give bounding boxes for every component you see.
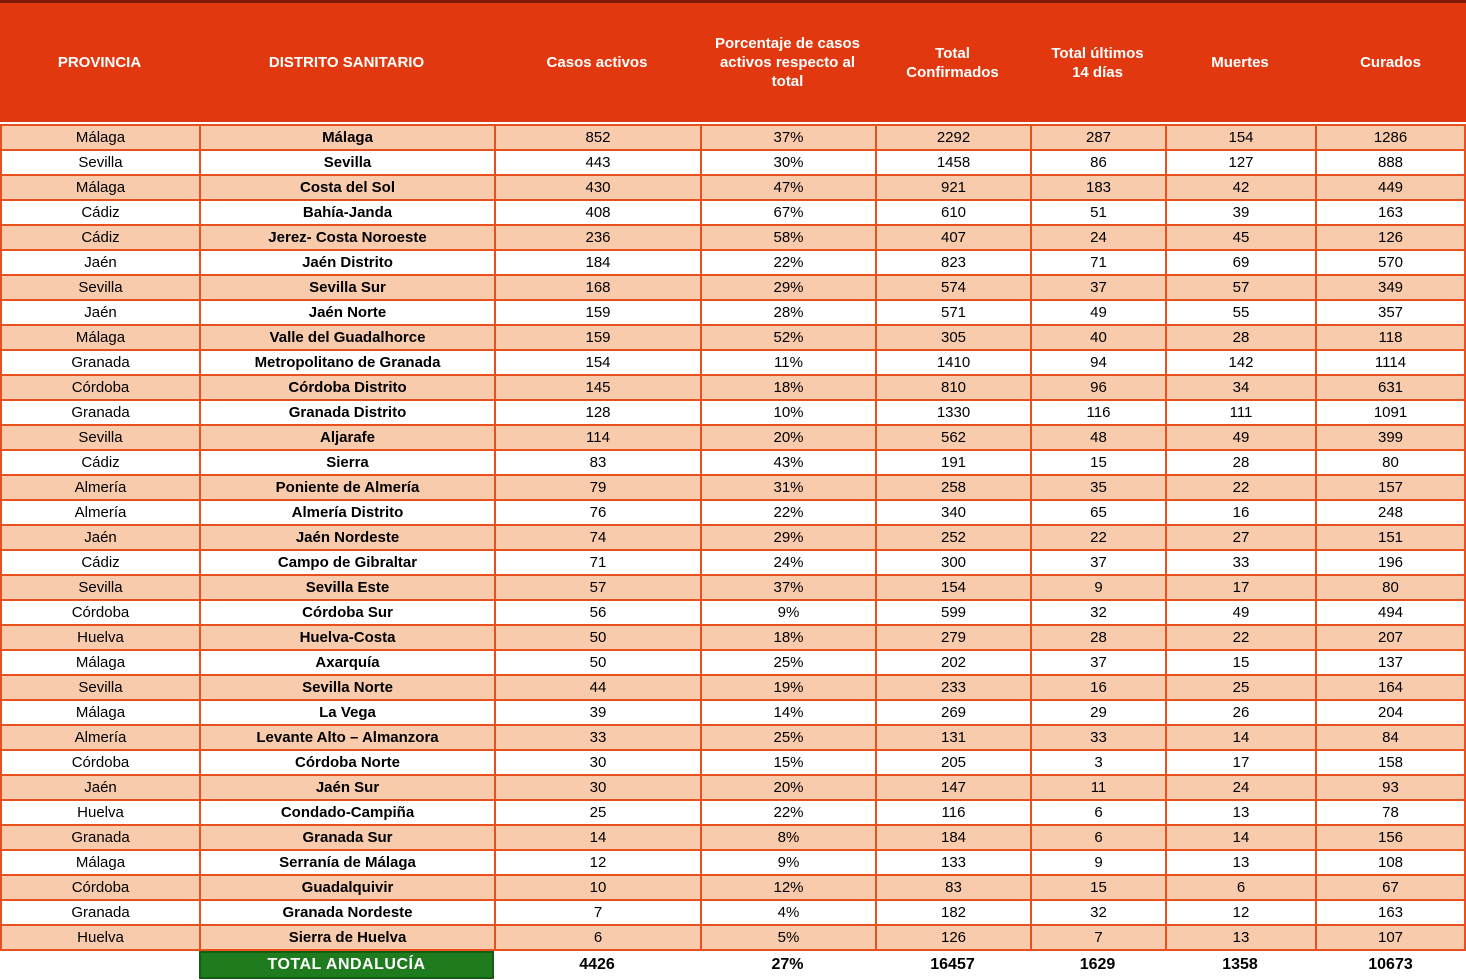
active-cases-cell: 76 <box>496 501 700 524</box>
total-label: TOTAL ANDALUCÍA <box>199 951 494 979</box>
deaths-cell: 33 <box>1167 551 1315 574</box>
active-cases-cell: 50 <box>496 626 700 649</box>
recovered-cell: 163 <box>1317 201 1464 224</box>
active-cases-cell: 128 <box>496 401 700 424</box>
province-cell: Almería <box>2 501 199 524</box>
province-cell: Granada <box>2 351 199 374</box>
active-cases-cell: 50 <box>496 651 700 674</box>
recovered-cell: 158 <box>1317 751 1464 774</box>
active-cases-cell: 25 <box>496 801 700 824</box>
total-confirmed-cell: 154 <box>877 576 1030 599</box>
province-cell: Cádiz <box>2 551 199 574</box>
col-header-total-confirmed: Total Confirmados <box>906 44 999 81</box>
total-active-cases-value: 4426 <box>579 956 615 973</box>
province-cell: Sevilla <box>2 151 199 174</box>
province-cell: Jaén <box>2 776 199 799</box>
province-cell: Córdoba <box>2 751 199 774</box>
last-14-days-cell: 37 <box>1032 276 1165 299</box>
active-pct-cell: 12% <box>702 876 875 899</box>
district-cell: Costa del Sol <box>201 176 494 199</box>
district-cell: Málaga <box>201 126 494 149</box>
recovered-cell: 570 <box>1317 251 1464 274</box>
district-cell: Jerez- Costa Noroeste <box>201 226 494 249</box>
deaths-cell: 26 <box>1167 701 1315 724</box>
deaths-cell: 69 <box>1167 251 1315 274</box>
district-cell: Sevilla <box>201 151 494 174</box>
last-14-days-cell: 24 <box>1032 226 1165 249</box>
col-header-active-pct: Porcentaje de casos activos respecto al total <box>714 35 861 90</box>
total-total-confirmed-value: 16457 <box>930 956 975 973</box>
active-pct-cell: 52% <box>702 326 875 349</box>
active-pct-cell: 10% <box>702 401 875 424</box>
active-pct-cell: 14% <box>702 701 875 724</box>
deaths-cell: 13 <box>1167 851 1315 874</box>
province-cell: Almería <box>2 726 199 749</box>
total-confirmed-cell: 147 <box>877 776 1030 799</box>
active-pct-cell: 43% <box>702 451 875 474</box>
total-confirmed-cell: 2292 <box>877 126 1030 149</box>
active-cases-cell: 12 <box>496 851 700 874</box>
active-cases-cell: 44 <box>496 676 700 699</box>
active-pct-cell: 15% <box>702 751 875 774</box>
total-confirmed-cell: 269 <box>877 701 1030 724</box>
last-14-days-cell: 16 <box>1032 676 1165 699</box>
total-confirmed-cell: 184 <box>877 826 1030 849</box>
district-cell: Granada Distrito <box>201 401 494 424</box>
total-confirmed-cell: 252 <box>877 526 1030 549</box>
active-pct-cell: 25% <box>702 651 875 674</box>
active-cases-cell: 430 <box>496 176 700 199</box>
last-14-days-cell: 9 <box>1032 576 1165 599</box>
province-cell: Sevilla <box>2 676 199 699</box>
recovered-cell: 248 <box>1317 501 1464 524</box>
total-active-pct-value: 27% <box>771 956 804 973</box>
total-confirmed-cell: 599 <box>877 601 1030 624</box>
deaths-cell: 24 <box>1167 776 1315 799</box>
recovered-cell: 84 <box>1317 726 1464 749</box>
last-14-days-cell: 32 <box>1032 901 1165 924</box>
recovered-cell: 449 <box>1317 176 1464 199</box>
province-cell: Jaén <box>2 251 199 274</box>
active-cases-cell: 14 <box>496 826 700 849</box>
district-cell: Granada Sur <box>201 826 494 849</box>
deaths-cell: 49 <box>1167 601 1315 624</box>
table-header-row <box>0 3 1466 122</box>
last-14-days-cell: 49 <box>1032 301 1165 324</box>
deaths-cell: 28 <box>1167 451 1315 474</box>
province-cell: Almería <box>2 476 199 499</box>
recovered-cell: 888 <box>1317 151 1464 174</box>
total-confirmed-cell: 300 <box>877 551 1030 574</box>
recovered-cell: 163 <box>1317 901 1464 924</box>
deaths-cell: 154 <box>1167 126 1315 149</box>
active-pct-cell: 67% <box>702 201 875 224</box>
active-pct-cell: 58% <box>702 226 875 249</box>
active-cases-cell: 74 <box>496 526 700 549</box>
province-cell: Jaén <box>2 526 199 549</box>
col-header-province: PROVINCIA <box>57 54 142 71</box>
last-14-days-cell: 9 <box>1032 851 1165 874</box>
active-pct-cell: 22% <box>702 251 875 274</box>
active-pct-cell: 30% <box>702 151 875 174</box>
district-cell: Serranía de Málaga <box>201 851 494 874</box>
province-cell: Jaén <box>2 301 199 324</box>
last-14-days-cell: 94 <box>1032 351 1165 374</box>
total-recovered-value: 10673 <box>1368 956 1413 973</box>
active-pct-cell: 29% <box>702 526 875 549</box>
total-confirmed-cell: 202 <box>877 651 1030 674</box>
province-cell: Málaga <box>2 851 199 874</box>
district-cell: Jaén Nordeste <box>201 526 494 549</box>
active-pct-cell: 47% <box>702 176 875 199</box>
recovered-cell: 151 <box>1317 526 1464 549</box>
district-cell: Jaén Norte <box>201 301 494 324</box>
district-cell: Córdoba Sur <box>201 601 494 624</box>
total-confirmed-cell: 610 <box>877 201 1030 224</box>
province-cell: Granada <box>2 901 199 924</box>
total-confirmed-cell: 571 <box>877 301 1030 324</box>
district-cell: Sierra de Huelva <box>201 926 494 949</box>
recovered-cell: 399 <box>1317 426 1464 449</box>
active-cases-cell: 852 <box>496 126 700 149</box>
active-cases-cell: 71 <box>496 551 700 574</box>
province-cell: Cádiz <box>2 451 199 474</box>
province-cell: Córdoba <box>2 876 199 899</box>
last-14-days-cell: 22 <box>1032 526 1165 549</box>
active-pct-cell: 11% <box>702 351 875 374</box>
total-confirmed-cell: 182 <box>877 901 1030 924</box>
last-14-days-cell: 29 <box>1032 701 1165 724</box>
last-14-days-cell: 7 <box>1032 926 1165 949</box>
deaths-cell: 42 <box>1167 176 1315 199</box>
deaths-cell: 55 <box>1167 301 1315 324</box>
district-cell: Granada Nordeste <box>201 901 494 924</box>
deaths-cell: 28 <box>1167 326 1315 349</box>
last-14-days-cell: 71 <box>1032 251 1165 274</box>
deaths-cell: 12 <box>1167 901 1315 924</box>
recovered-cell: 1091 <box>1317 401 1464 424</box>
province-cell: Córdoba <box>2 601 199 624</box>
active-pct-cell: 9% <box>702 851 875 874</box>
recovered-cell: 126 <box>1317 226 1464 249</box>
district-cell: Guadalquivir <box>201 876 494 899</box>
last-14-days-cell: 65 <box>1032 501 1165 524</box>
district-cell: Poniente de Almería <box>201 476 494 499</box>
total-confirmed-cell: 1330 <box>877 401 1030 424</box>
province-cell: Cádiz <box>2 201 199 224</box>
district-cell: Córdoba Norte <box>201 751 494 774</box>
recovered-cell: 80 <box>1317 576 1464 599</box>
total-last-14-days-value: 1629 <box>1079 956 1116 973</box>
col-header-district: DISTRITO SANITARIO <box>268 54 425 71</box>
district-cell: Sevilla Sur <box>201 276 494 299</box>
last-14-days-cell: 287 <box>1032 126 1165 149</box>
active-pct-cell: 37% <box>702 576 875 599</box>
last-14-days-cell: 183 <box>1032 176 1165 199</box>
district-cell: La Vega <box>201 701 494 724</box>
active-cases-cell: 159 <box>496 326 700 349</box>
district-cell: Sevilla Norte <box>201 676 494 699</box>
deaths-cell: 111 <box>1167 401 1315 424</box>
recovered-cell: 93 <box>1317 776 1464 799</box>
col-header-recovered: Curados <box>1360 54 1421 71</box>
active-pct-cell: 20% <box>702 426 875 449</box>
active-pct-cell: 20% <box>702 776 875 799</box>
active-cases-cell: 57 <box>496 576 700 599</box>
last-14-days-cell: 11 <box>1032 776 1165 799</box>
last-14-days-cell: 37 <box>1032 651 1165 674</box>
deaths-cell: 127 <box>1167 151 1315 174</box>
total-confirmed-cell: 233 <box>877 676 1030 699</box>
active-pct-cell: 4% <box>702 901 875 924</box>
recovered-cell: 207 <box>1317 626 1464 649</box>
deaths-cell: 6 <box>1167 876 1315 899</box>
recovered-cell: 118 <box>1317 326 1464 349</box>
active-pct-cell: 22% <box>702 801 875 824</box>
district-cell: Metropolitano de Granada <box>201 351 494 374</box>
last-14-days-cell: 33 <box>1032 726 1165 749</box>
district-cell: Valle del Guadalhorce <box>201 326 494 349</box>
recovered-cell: 78 <box>1317 801 1464 824</box>
province-cell: Málaga <box>2 651 199 674</box>
recovered-cell: 80 <box>1317 451 1464 474</box>
total-row <box>0 951 1466 979</box>
last-14-days-cell: 96 <box>1032 376 1165 399</box>
total-confirmed-cell: 191 <box>877 451 1030 474</box>
deaths-cell: 57 <box>1167 276 1315 299</box>
total-confirmed-cell: 562 <box>877 426 1030 449</box>
active-cases-cell: 10 <box>496 876 700 899</box>
recovered-cell: 67 <box>1317 876 1464 899</box>
recovered-cell: 1114 <box>1317 351 1464 374</box>
total-confirmed-cell: 279 <box>877 626 1030 649</box>
deaths-cell: 45 <box>1167 226 1315 249</box>
province-cell: Huelva <box>2 801 199 824</box>
total-confirmed-cell: 574 <box>877 276 1030 299</box>
active-pct-cell: 25% <box>702 726 875 749</box>
province-cell: Sevilla <box>2 426 199 449</box>
active-cases-cell: 79 <box>496 476 700 499</box>
active-pct-cell: 5% <box>702 926 875 949</box>
deaths-cell: 15 <box>1167 651 1315 674</box>
province-cell: Cádiz <box>2 226 199 249</box>
district-cell: Campo de Gibraltar <box>201 551 494 574</box>
active-cases-cell: 154 <box>496 351 700 374</box>
province-cell: Málaga <box>2 176 199 199</box>
recovered-cell: 164 <box>1317 676 1464 699</box>
district-cell: Condado-Campiña <box>201 801 494 824</box>
deaths-cell: 16 <box>1167 501 1315 524</box>
active-cases-cell: 30 <box>496 776 700 799</box>
last-14-days-cell: 37 <box>1032 551 1165 574</box>
active-pct-cell: 28% <box>702 301 875 324</box>
last-14-days-cell: 28 <box>1032 626 1165 649</box>
active-cases-cell: 114 <box>496 426 700 449</box>
province-cell: Málaga <box>2 326 199 349</box>
last-14-days-cell: 48 <box>1032 426 1165 449</box>
covid-districts-table <box>0 124 1466 951</box>
total-confirmed-cell: 1458 <box>877 151 1030 174</box>
total-confirmed-cell: 823 <box>877 251 1030 274</box>
recovered-cell: 137 <box>1317 651 1464 674</box>
total-confirmed-cell: 305 <box>877 326 1030 349</box>
province-cell: Málaga <box>2 126 199 149</box>
total-confirmed-cell: 133 <box>877 851 1030 874</box>
active-pct-cell: 29% <box>702 276 875 299</box>
deaths-cell: 14 <box>1167 826 1315 849</box>
province-cell: Málaga <box>2 701 199 724</box>
district-cell: Córdoba Distrito <box>201 376 494 399</box>
recovered-cell: 156 <box>1317 826 1464 849</box>
last-14-days-cell: 40 <box>1032 326 1165 349</box>
district-cell: Huelva-Costa <box>201 626 494 649</box>
district-cell: Bahía-Janda <box>201 201 494 224</box>
active-pct-cell: 19% <box>702 676 875 699</box>
last-14-days-cell: 6 <box>1032 801 1165 824</box>
district-cell: Axarquía <box>201 651 494 674</box>
total-row-spacer <box>0 951 199 979</box>
district-cell: Aljarafe <box>201 426 494 449</box>
active-pct-cell: 31% <box>702 476 875 499</box>
active-cases-cell: 33 <box>496 726 700 749</box>
deaths-cell: 49 <box>1167 426 1315 449</box>
province-cell: Granada <box>2 401 199 424</box>
province-cell: Sevilla <box>2 576 199 599</box>
active-cases-cell: 443 <box>496 151 700 174</box>
deaths-cell: 27 <box>1167 526 1315 549</box>
active-pct-cell: 8% <box>702 826 875 849</box>
deaths-cell: 25 <box>1167 676 1315 699</box>
deaths-cell: 14 <box>1167 726 1315 749</box>
district-cell: Sierra <box>201 451 494 474</box>
deaths-cell: 142 <box>1167 351 1315 374</box>
last-14-days-cell: 35 <box>1032 476 1165 499</box>
col-header-active-cases: Casos activos <box>546 54 648 71</box>
recovered-cell: 108 <box>1317 851 1464 874</box>
province-cell: Granada <box>2 826 199 849</box>
active-cases-cell: 408 <box>496 201 700 224</box>
active-cases-cell: 7 <box>496 901 700 924</box>
total-confirmed-cell: 205 <box>877 751 1030 774</box>
total-confirmed-cell: 1410 <box>877 351 1030 374</box>
deaths-cell: 13 <box>1167 926 1315 949</box>
recovered-cell: 204 <box>1317 701 1464 724</box>
deaths-cell: 13 <box>1167 801 1315 824</box>
last-14-days-cell: 15 <box>1032 876 1165 899</box>
active-cases-cell: 39 <box>496 701 700 724</box>
total-confirmed-cell: 131 <box>877 726 1030 749</box>
recovered-cell: 1286 <box>1317 126 1464 149</box>
last-14-days-cell: 51 <box>1032 201 1165 224</box>
last-14-days-cell: 32 <box>1032 601 1165 624</box>
deaths-cell: 34 <box>1167 376 1315 399</box>
recovered-cell: 349 <box>1317 276 1464 299</box>
col-header-last-14-days: Total últimos 14 días <box>1051 44 1144 81</box>
active-pct-cell: 37% <box>702 126 875 149</box>
active-cases-cell: 145 <box>496 376 700 399</box>
active-cases-cell: 83 <box>496 451 700 474</box>
district-cell: Sevilla Este <box>201 576 494 599</box>
total-confirmed-cell: 116 <box>877 801 1030 824</box>
recovered-cell: 357 <box>1317 301 1464 324</box>
recovered-cell: 157 <box>1317 476 1464 499</box>
deaths-cell: 17 <box>1167 751 1315 774</box>
total-deaths-value: 1358 <box>1222 956 1258 973</box>
district-cell: Levante Alto – Almanzora <box>201 726 494 749</box>
recovered-cell: 107 <box>1317 926 1464 949</box>
recovered-cell: 631 <box>1317 376 1464 399</box>
col-header-deaths: Muertes <box>1211 54 1269 71</box>
province-cell: Huelva <box>2 626 199 649</box>
total-confirmed-cell: 126 <box>877 926 1030 949</box>
active-pct-cell: 24% <box>702 551 875 574</box>
last-14-days-cell: 3 <box>1032 751 1165 774</box>
recovered-cell: 196 <box>1317 551 1464 574</box>
active-cases-cell: 184 <box>496 251 700 274</box>
active-cases-cell: 56 <box>496 601 700 624</box>
last-14-days-cell: 116 <box>1032 401 1165 424</box>
active-pct-cell: 18% <box>702 376 875 399</box>
province-cell: Sevilla <box>2 276 199 299</box>
total-confirmed-cell: 407 <box>877 226 1030 249</box>
province-cell: Huelva <box>2 926 199 949</box>
deaths-cell: 22 <box>1167 626 1315 649</box>
active-cases-cell: 6 <box>496 926 700 949</box>
last-14-days-cell: 86 <box>1032 151 1165 174</box>
total-confirmed-cell: 921 <box>877 176 1030 199</box>
last-14-days-cell: 15 <box>1032 451 1165 474</box>
active-cases-cell: 168 <box>496 276 700 299</box>
total-confirmed-cell: 810 <box>877 376 1030 399</box>
recovered-cell: 494 <box>1317 601 1464 624</box>
district-cell: Jaén Sur <box>201 776 494 799</box>
active-cases-cell: 159 <box>496 301 700 324</box>
active-pct-cell: 18% <box>702 626 875 649</box>
district-cell: Jaén Distrito <box>201 251 494 274</box>
active-pct-cell: 22% <box>702 501 875 524</box>
deaths-cell: 22 <box>1167 476 1315 499</box>
active-pct-cell: 9% <box>702 601 875 624</box>
last-14-days-cell: 6 <box>1032 826 1165 849</box>
active-cases-cell: 236 <box>496 226 700 249</box>
province-cell: Córdoba <box>2 376 199 399</box>
total-confirmed-cell: 340 <box>877 501 1030 524</box>
active-cases-cell: 30 <box>496 751 700 774</box>
total-confirmed-cell: 258 <box>877 476 1030 499</box>
deaths-cell: 39 <box>1167 201 1315 224</box>
total-confirmed-cell: 83 <box>877 876 1030 899</box>
deaths-cell: 17 <box>1167 576 1315 599</box>
district-cell: Almería Distrito <box>201 501 494 524</box>
